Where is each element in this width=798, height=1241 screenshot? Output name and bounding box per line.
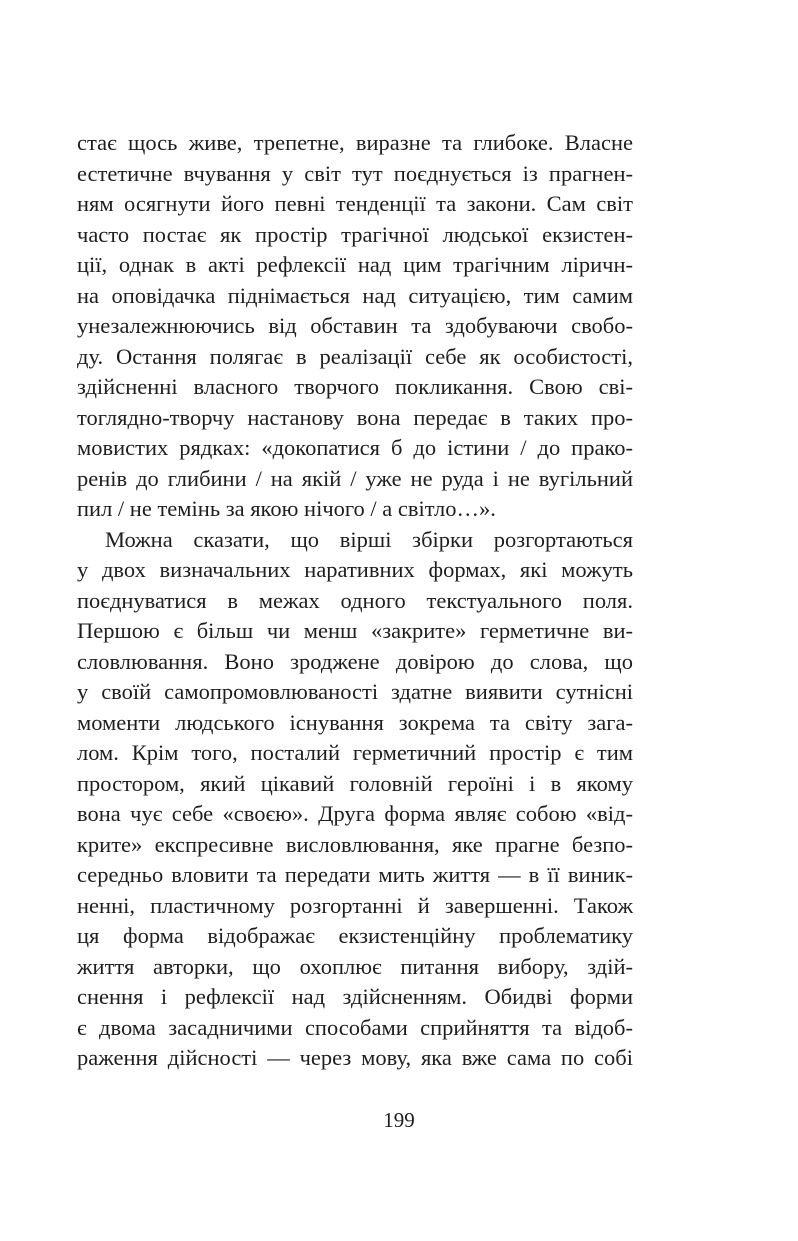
text-line: словлювання. Воно зроджене довірою до слова, що <box>77 648 633 674</box>
text-line: ренів до глибини / на якій / уже не руда і не вугільний <box>77 465 633 491</box>
text-line: Можна сказати, що вірші збірки розгортаються <box>105 526 633 552</box>
text-line: стає щось живе, трепетне, виразне та глибоке. Власне <box>77 130 633 155</box>
text-line: здійсненні власного творчого покликання. Свою сві- <box>77 374 633 399</box>
body-text <box>77 128 633 1074</box>
text-line: ції, однак в акті рефлексії над цим трагічним ліричн- <box>77 252 633 277</box>
text-line: у своїй самопромовлюваності здатне виявити сутнісні <box>77 679 633 704</box>
text-line: снення і рефлексії над здійсненням. Обидві форми <box>77 984 633 1009</box>
text-line: ця форма відображає екзистенційну проблематику <box>77 923 633 948</box>
text-line: середньо вловити та передати мить життя — в її виник- <box>77 862 633 887</box>
paragraph-1 <box>77 128 633 525</box>
text-line: ду. Остання полягає в реалізації себе як особистості, <box>77 343 633 369</box>
text-line: лом. Крім того, посталий герметичний простір є тим <box>77 740 633 765</box>
text-line: ненні, пластичному розгортанні й завершенні. Також <box>77 892 633 918</box>
text-line: є двома засадничими способами сприйняття та відоб- <box>77 1014 633 1040</box>
text-line: естетичне вчування у світ тут поєднується із прагнен- <box>77 160 633 186</box>
page-number: 199 <box>383 1108 415 1132</box>
paragraph-2 <box>77 525 633 1074</box>
text-line: у двох визначальних наративних формах, які можуть <box>77 557 633 582</box>
text-line: Першою є більш чи менш «закрите» герметичне ви- <box>77 618 633 643</box>
text-line: пил / не темінь за якою нічого / а світло…». <box>77 496 496 521</box>
text-line: життя авторки, що охоплює питання вибору, здій- <box>77 953 633 979</box>
text-line: ням осягнути його певні тенденції та закони. Сам світ <box>77 191 633 216</box>
text-line: моменти людського існування зокрема та світу зага- <box>77 709 633 735</box>
text-line: поєднуватися в межах одного текстуального поля. <box>77 587 633 613</box>
text-line: мовистих рядках: «докопатися б до істини / до прако- <box>77 435 633 460</box>
text-line: простором, який цікавий головній героїні і в якому <box>77 770 633 796</box>
text-line: раження дійсності — через мову, яка вже сама по собі <box>77 1045 633 1070</box>
text-line: крите» експресивне висловлювання, яке прагне безпо- <box>77 831 633 857</box>
text-line: вона чує себе «своєю». Друга форма являє собою «від- <box>77 801 633 826</box>
text-line: часто постає як простір трагічної людської екзистен- <box>77 221 633 247</box>
text-line: тоглядно-творчу настанову вона передає в таких про- <box>77 404 633 430</box>
text-line: унезалежнюючись від обставин та здобуваючи свобо- <box>77 313 633 338</box>
text-line: на оповідачка піднімається над ситуацією, тим самим <box>77 282 633 308</box>
